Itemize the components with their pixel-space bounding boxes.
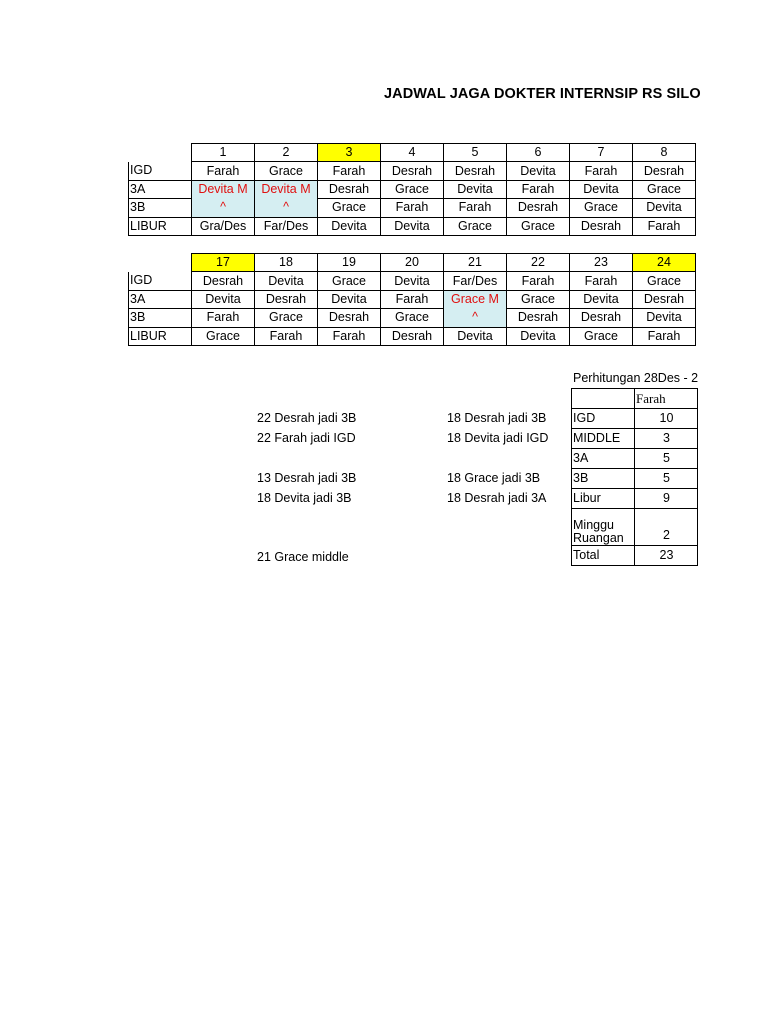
cell: Devita [381, 272, 444, 290]
row-label: LIBUR [129, 327, 192, 345]
table-row [129, 290, 696, 308]
cell: Desrah [318, 309, 381, 327]
cell: Farah [381, 290, 444, 308]
cell: Devita [507, 162, 570, 180]
count-label: MIDDLE [572, 429, 635, 449]
count-value: 5 [635, 469, 698, 489]
day-cell: 1 [192, 144, 255, 162]
cell: Farah [381, 199, 444, 217]
row-label: 3A [129, 180, 192, 198]
day-cell: 2 [255, 144, 318, 162]
row-label: 3B [129, 309, 192, 327]
cell: Farah [633, 217, 696, 235]
cell: Grace [318, 199, 381, 217]
count-row [572, 409, 698, 429]
cell: Desrah [381, 162, 444, 180]
cell: Grace [255, 309, 318, 327]
table-row [129, 180, 696, 198]
count-row [572, 489, 698, 509]
cell: Devita [444, 327, 507, 345]
count-heading: Perhitungan 28Des - 2 [573, 371, 699, 385]
cell: Devita [507, 327, 570, 345]
cell: Grace [633, 272, 696, 290]
cell: Far/Des [255, 217, 318, 235]
row-label: LIBUR [129, 217, 192, 235]
count-value: 9 [635, 489, 698, 509]
cell: Devita [570, 180, 633, 198]
count-label: Total [572, 546, 635, 566]
row-label: IGD [129, 272, 192, 290]
count-value: 23 [635, 546, 698, 566]
cell: Gra/Des [192, 217, 255, 235]
page-title: JADWAL JAGA DOKTER INTERNSIP RS SILO [384, 86, 701, 102]
count-row [572, 509, 698, 546]
day-cell: 7 [570, 144, 633, 162]
count-name: Farah [635, 389, 698, 409]
cell: Farah [507, 180, 570, 198]
cell: Devita [192, 290, 255, 308]
count-label: IGD [572, 409, 635, 429]
cell: Devita [633, 309, 696, 327]
count-row [572, 429, 698, 449]
cell: Farah [570, 162, 633, 180]
count-corner [572, 389, 635, 409]
note-left: 18 Devita jadi 3B [257, 491, 352, 505]
cell: Desrah [444, 162, 507, 180]
table-row [129, 199, 696, 217]
cell: Grace [570, 199, 633, 217]
cell-merged: ^ [192, 199, 255, 217]
cell: Desrah [570, 217, 633, 235]
cell: Devita [444, 180, 507, 198]
table-row [129, 272, 696, 290]
count-label: Minggu Ruangan [572, 509, 635, 546]
cell: Desrah [570, 309, 633, 327]
note-left: 21 Grace middle [257, 550, 349, 564]
cell: Grace [192, 327, 255, 345]
count-label: Libur [572, 489, 635, 509]
count-header-row [572, 389, 698, 409]
day-cell: 18 [255, 254, 318, 272]
cell: Desrah [255, 290, 318, 308]
day-cell: 23 [570, 254, 633, 272]
table-row [129, 327, 696, 345]
schedule-table-2 [128, 253, 696, 346]
table-row [129, 162, 696, 180]
day-cell: 21 [444, 254, 507, 272]
cell: Desrah [507, 199, 570, 217]
cell: Grace [318, 272, 381, 290]
note-left: 22 Desrah jadi 3B [257, 411, 357, 425]
cell: Desrah [318, 180, 381, 198]
count-value: 2 [635, 509, 698, 546]
cell: Grace [507, 217, 570, 235]
table-row [129, 309, 696, 327]
cell: Far/Des [444, 272, 507, 290]
cell: Desrah [192, 272, 255, 290]
cell: Farah [633, 327, 696, 345]
note-left: 13 Desrah jadi 3B [257, 471, 357, 485]
day-cell: 22 [507, 254, 570, 272]
day-cell: 5 [444, 144, 507, 162]
day-cell-highlight: 17 [192, 254, 255, 272]
day-cell-highlight: 3 [318, 144, 381, 162]
cell: Farah [318, 327, 381, 345]
cell: Grace [381, 309, 444, 327]
cell: Farah [318, 162, 381, 180]
cell: Farah [507, 272, 570, 290]
count-table [571, 388, 698, 566]
day-cell: 4 [381, 144, 444, 162]
note-right: 18 Desrah jadi 3A [447, 491, 547, 505]
count-label: 3A [572, 449, 635, 469]
schedule-table-1 [128, 143, 696, 236]
header-row [129, 254, 696, 272]
note-left: 22 Farah jadi IGD [257, 431, 356, 445]
day-cell: 6 [507, 144, 570, 162]
cell: Grace [570, 327, 633, 345]
cell: Desrah [381, 327, 444, 345]
cell: Grace [381, 180, 444, 198]
table-row [129, 217, 696, 235]
cell: Farah [192, 162, 255, 180]
cell: Farah [192, 309, 255, 327]
cell: Farah [570, 272, 633, 290]
day-cell: 19 [318, 254, 381, 272]
cell-merged: ^ [444, 309, 507, 327]
cell-merged: Grace M [444, 290, 507, 308]
day-cell-highlight: 24 [633, 254, 696, 272]
cell: Desrah [507, 309, 570, 327]
count-value: 10 [635, 409, 698, 429]
note-right: 18 Desrah jadi 3B [447, 411, 547, 425]
row-label: 3A [129, 290, 192, 308]
cell-merged: Devita M [255, 180, 318, 198]
cell: Grace [507, 290, 570, 308]
corner-cell [129, 144, 192, 162]
row-label: 3B [129, 199, 192, 217]
day-cell: 8 [633, 144, 696, 162]
cell: Devita [318, 217, 381, 235]
cell-merged: Devita M [192, 180, 255, 198]
cell: Farah [255, 327, 318, 345]
count-value: 3 [635, 429, 698, 449]
cell: Grace [255, 162, 318, 180]
cell: Devita [318, 290, 381, 308]
corner-cell [129, 254, 192, 272]
cell: Desrah [633, 290, 696, 308]
day-cell: 20 [381, 254, 444, 272]
note-right: 18 Devita jadi IGD [447, 431, 549, 445]
count-row [572, 469, 698, 489]
cell: Grace [633, 180, 696, 198]
count-value: 5 [635, 449, 698, 469]
cell: Devita [255, 272, 318, 290]
cell: Devita [570, 290, 633, 308]
cell: Devita [381, 217, 444, 235]
row-label: IGD [129, 162, 192, 180]
cell-merged: ^ [255, 199, 318, 217]
count-row [572, 546, 698, 566]
note-right: 18 Grace jadi 3B [447, 471, 541, 485]
header-row [129, 144, 696, 162]
cell: Desrah [633, 162, 696, 180]
cell: Devita [633, 199, 696, 217]
cell: Farah [444, 199, 507, 217]
count-label: 3B [572, 469, 635, 489]
cell: Grace [444, 217, 507, 235]
count-row [572, 449, 698, 469]
